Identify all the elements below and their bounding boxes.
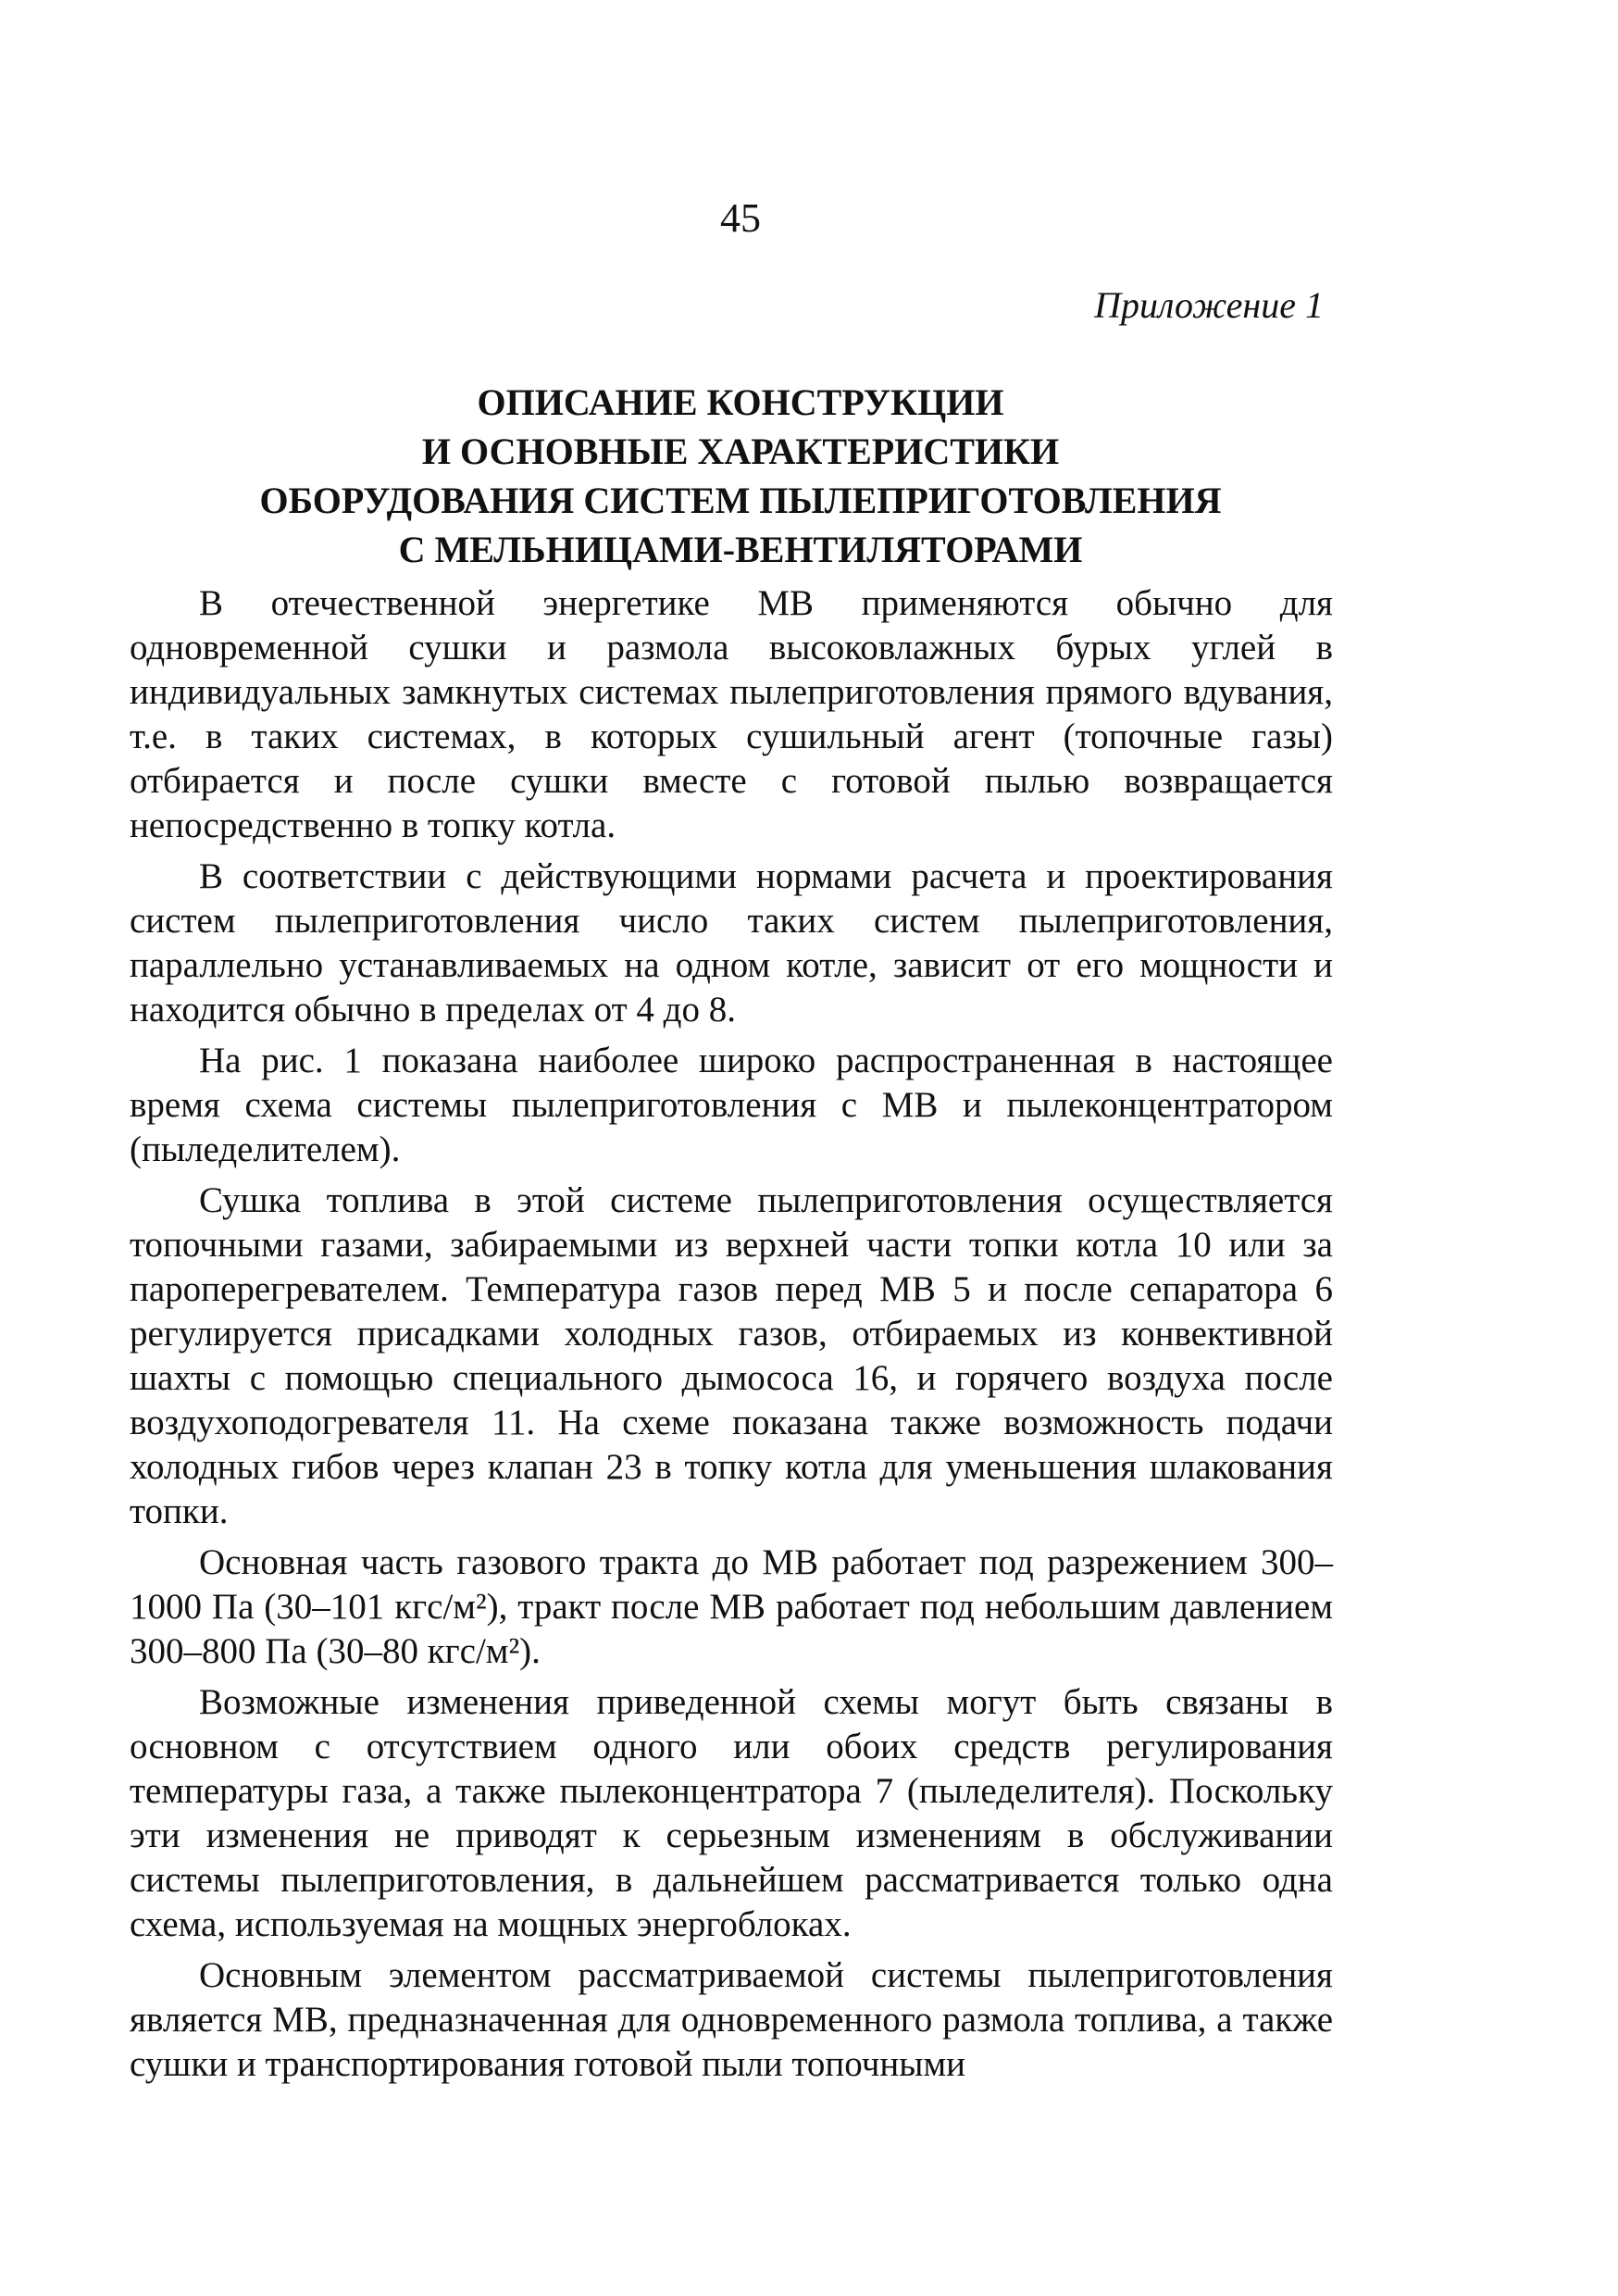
title-line: ОБОРУДОВАНИЯ СИСТЕМ ПЫЛЕПРИГОТОВЛЕНИЯ [259,480,1222,521]
page-number: 45 [720,195,761,241]
body-text [130,581,1333,2087]
paragraph: В соответствии с действующими нормами расчета и проектирования систем пылеприготовления число таких систем пылеприготовления, параллельно устанавливаемых на одном котле, зависит от его мощности и находится обычно в пределах от 4 до 8. [130,856,1333,1029]
appendix-label: Приложение 1 [1094,284,1324,326]
paragraph: Основная часть газового тракта до МВ работает под разрежением 300–1000 Па (30–101 кгс/м²), тракт после МВ работает под небольшим давлением 300–800 Па (30–80 кгс/м²). [130,1542,1333,1671]
paragraph: В отечественной энергетике МВ применяются обычно для одновременной сушки и размола высоковлажных бурых углей в индивидуальных замкнутых системах пылеприготовления прямого вдувания, т.е. в таких системах, в которых сушильный агент (топочные газы) отбирается и после сушки вместе с готовой пылью возвращается непосредственно в топку котла. [130,583,1333,845]
paragraph: Возможные изменения приведенной схемы могут быть связаны в основном с отсутствием одного или обоих средств регулирования температуры газа, а также пылеконцентратора 7 (пыледелителя). Поскольку эти изменения не приводят к серьезным изменениям в обслуживании системы пылеприготовления, в дальнейшем рассматривается только одна схема, используемая на мощных энергоблоках. [130,1682,1333,1944]
paragraph: Сушка топлива в этой системе пылеприготовления осуществляется топочными газами, забираемыми из верхней части топки котла 10 или за пароперегревателем. Температура газов перед МВ 5 и после сепаратора 6 регулируется присадками холодных газов, отбираемых из конвективной шахты с помощью специального дымососа 16, и горячего воздуха после воздухоподогревателя 11. На схеме показана также возможность подачи холодных гибов через клапан 23 в топку котла для уменьшения шлакования топки. [130,1180,1333,1531]
title-line: ОПИСАНИЕ КОНСТРУКЦИИ [477,381,1004,423]
paragraph: Основным элементом рассматриваемой системы пылеприготовления является МВ, предназначенная для одновременного размола топлива, а также сушки и транспортирования готовой пыли топочными [130,1955,1333,2084]
document-title [139,378,1342,574]
paragraph: На рис. 1 показана наиболее широко распространенная в настоящее время схема системы пылеприготовления с МВ и пылеконцентратором (пыледелителем). [130,1041,1333,1169]
title-line: С МЕЛЬНИЦАМИ-ВЕНТИЛЯТОРАМИ [398,529,1083,570]
title-line: И ОСНОВНЫЕ ХАРАКТЕРИСТИКИ [421,430,1060,472]
